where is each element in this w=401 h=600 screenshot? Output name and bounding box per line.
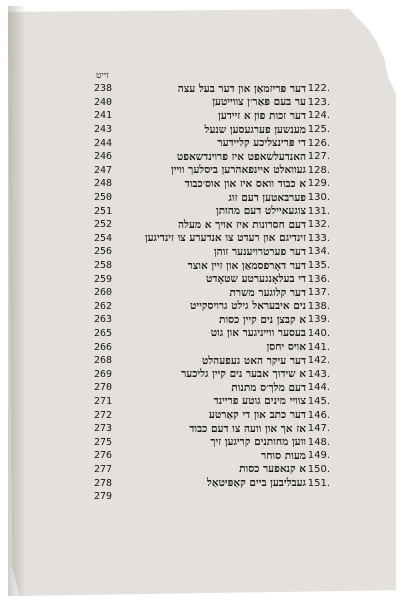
toc-title: א כבוד וואס איז און אוס׳כבוד bbox=[184, 177, 306, 190]
toc-page-number: 276 bbox=[94, 450, 113, 462]
toc-item-number: 147. bbox=[307, 423, 330, 435]
toc-page-number: 279 bbox=[94, 491, 113, 503]
toc-item-number: 133. bbox=[307, 232, 330, 244]
toc-title: די בעלאָנגערטע שטאָדט bbox=[206, 273, 306, 286]
toc-title: האנדעלשאפט איז פרוינדשאפט bbox=[176, 150, 306, 163]
toc-entry bbox=[94, 286, 330, 300]
toc-item-number: 126. bbox=[307, 137, 330, 149]
toc-item-number: 143. bbox=[307, 368, 330, 380]
toc-page-number: 248 bbox=[94, 178, 113, 190]
toc-title: א שידוך אבער נים קיין גליכער bbox=[181, 368, 306, 381]
toc-title: דער זכות פון א זיידען bbox=[218, 109, 306, 122]
toc-entry bbox=[94, 218, 330, 232]
toc-page-number: 260 bbox=[94, 287, 113, 299]
toc-item-number: 136. bbox=[307, 273, 330, 285]
toc-title: אז אך און וועה צו דעם כבוד bbox=[189, 422, 306, 435]
toc-item-number: 123. bbox=[307, 96, 330, 108]
toc-entry bbox=[94, 463, 330, 477]
toc-item-number: 127. bbox=[307, 151, 330, 163]
toc-title: צוויי מינים גוטע פריינד bbox=[213, 395, 306, 408]
toc-page-number: 263 bbox=[94, 314, 113, 326]
toc-item-number: 128. bbox=[307, 164, 330, 176]
toc-item-number: 140. bbox=[307, 327, 330, 339]
toc-entry bbox=[94, 123, 330, 137]
toc-title: דער עיקר האט געפעהלט bbox=[201, 354, 306, 367]
toc-entry bbox=[94, 408, 330, 422]
toc-title: מענשען פערגעסען שנעל bbox=[204, 123, 306, 136]
toc-item-number: 150. bbox=[307, 463, 330, 475]
toc-page-number: 244 bbox=[94, 137, 113, 149]
toc-page-number: 278 bbox=[94, 477, 113, 489]
toc-title: דעם חסרונות איז אויך א מעלה bbox=[178, 218, 306, 231]
toc-page-number: 254 bbox=[94, 232, 113, 244]
toc-title: די פּרינצליכע קליידער bbox=[217, 137, 306, 150]
toc-item-number: 142. bbox=[307, 355, 330, 367]
toc-entry bbox=[94, 367, 330, 381]
toc-page-number: 266 bbox=[94, 341, 113, 353]
toc-entry bbox=[94, 381, 330, 395]
toc-entry bbox=[94, 136, 330, 150]
toc-page-number: 269 bbox=[94, 368, 113, 380]
toc-item-number: 138. bbox=[307, 300, 330, 312]
toc-title: צוגעאיילט דעם מהותן bbox=[216, 205, 306, 218]
toc-entry bbox=[94, 272, 330, 286]
toc-title: דער פּריזמאַן און דער בעל עצה bbox=[177, 82, 306, 95]
toc-title: ער בעם פּאַר׳ן צווייטען bbox=[212, 96, 306, 109]
toc-item-number: 144. bbox=[307, 382, 330, 394]
page-column-header: זייט bbox=[96, 71, 109, 81]
toc-entry bbox=[94, 395, 330, 409]
toc-entry bbox=[94, 150, 330, 164]
toc-page-number: 241 bbox=[94, 110, 113, 122]
toc-title: דער כתב און די קאַרטע bbox=[208, 409, 306, 422]
toc-item-number: 135. bbox=[307, 260, 330, 272]
toc-page-number: 270 bbox=[94, 382, 113, 394]
toc-title: א קבצן נים קיין כסות bbox=[219, 313, 306, 326]
toc-item-number: 137. bbox=[307, 287, 330, 299]
toc-item-number: 146. bbox=[307, 409, 330, 421]
toc-item-number: 124. bbox=[307, 110, 330, 122]
toc-title: דער קלוגער משרת bbox=[229, 286, 306, 299]
toc-entry bbox=[94, 259, 330, 273]
toc-page-number: 240 bbox=[94, 96, 113, 108]
toc-entry bbox=[94, 435, 330, 449]
toc-item-number: 139. bbox=[307, 314, 330, 326]
toc-item-number: 141. bbox=[307, 341, 330, 353]
toc-entry bbox=[94, 313, 330, 327]
toc-page-number: 256 bbox=[94, 246, 113, 258]
table-of-contents bbox=[94, 82, 330, 503]
toc-item-number: 145. bbox=[307, 395, 330, 407]
toc-page-number: 238 bbox=[94, 83, 113, 95]
toc-entry bbox=[94, 109, 330, 123]
toc-entry bbox=[94, 422, 330, 436]
toc-entry bbox=[94, 204, 330, 218]
toc-page-number: 247 bbox=[94, 164, 113, 176]
toc-item-number: 151. bbox=[307, 477, 330, 489]
toc-page-number: 262 bbox=[94, 300, 113, 312]
toc-entry bbox=[94, 232, 330, 246]
toc-page-number: 258 bbox=[94, 260, 113, 272]
toc-entry bbox=[94, 449, 330, 463]
toc-item-number: 148. bbox=[307, 436, 330, 448]
toc-title: פערבאטען דעם זוג bbox=[228, 191, 306, 204]
toc-item-number: 131. bbox=[307, 205, 330, 217]
toc-page-number: 272 bbox=[94, 409, 113, 421]
toc-item-number: 149. bbox=[307, 450, 330, 462]
toc-entry bbox=[94, 327, 330, 341]
toc-title: דער דאָרפסמאַן און זיין אוצר bbox=[187, 259, 306, 272]
toc-title: נים איבעראל גילט גרויסקייט bbox=[190, 300, 306, 313]
toc-page-number: 250 bbox=[94, 192, 113, 204]
toc-page-number: 252 bbox=[94, 219, 113, 231]
toc-entry bbox=[94, 82, 330, 96]
toc-title: דער פערטרויענער זוהן bbox=[214, 245, 306, 258]
toc-item-number: 122. bbox=[307, 83, 330, 95]
toc-page-number: 268 bbox=[94, 355, 113, 367]
toc-page-number: 243 bbox=[94, 124, 113, 136]
toc-page-number: 275 bbox=[94, 436, 113, 448]
toc-title: געוואלט איינפאהרען ביסלעך וויין bbox=[170, 164, 306, 177]
toc-trailing-page bbox=[94, 490, 330, 504]
toc-entry bbox=[94, 177, 330, 191]
toc-title: א קנאפער כסות bbox=[239, 463, 306, 476]
toc-page-number: 259 bbox=[94, 273, 113, 285]
toc-page-number: 273 bbox=[94, 423, 113, 435]
toc-entry bbox=[94, 354, 330, 368]
toc-entry bbox=[94, 96, 330, 110]
toc-entry bbox=[94, 164, 330, 178]
toc-entry bbox=[94, 476, 330, 490]
toc-item-number: 125. bbox=[307, 124, 330, 136]
toc-page-number: 277 bbox=[94, 463, 113, 475]
toc-item-number: 134. bbox=[307, 246, 330, 258]
toc-entry bbox=[94, 340, 330, 354]
toc-title: דעם מלך׳ס מתנות bbox=[231, 381, 306, 394]
toc-title: ווען מחותנים קריגען זיך bbox=[210, 436, 306, 449]
toc-page-number: 251 bbox=[94, 205, 113, 217]
toc-entry bbox=[94, 300, 330, 314]
toc-item-number: 129. bbox=[307, 178, 330, 190]
toc-title: מעות סוחר bbox=[261, 449, 306, 462]
toc-item-number: 130. bbox=[307, 192, 330, 204]
toc-entry bbox=[94, 191, 330, 205]
toc-title: זינדיגם און רעדט צו אנדערע צו זינדיגען bbox=[144, 232, 306, 245]
toc-page-number: 246 bbox=[94, 151, 113, 163]
toc-title: געבליבען ביים קאַפּיטאַל bbox=[206, 477, 306, 490]
toc-title: אויס יחסן bbox=[266, 341, 306, 354]
toc-title: בעסער ווייניגער און גוט bbox=[210, 327, 306, 340]
toc-entry bbox=[94, 245, 330, 259]
toc-item-number: 132. bbox=[307, 219, 330, 231]
toc-page-number: 271 bbox=[94, 395, 113, 407]
toc-page-number: 265 bbox=[94, 327, 113, 339]
